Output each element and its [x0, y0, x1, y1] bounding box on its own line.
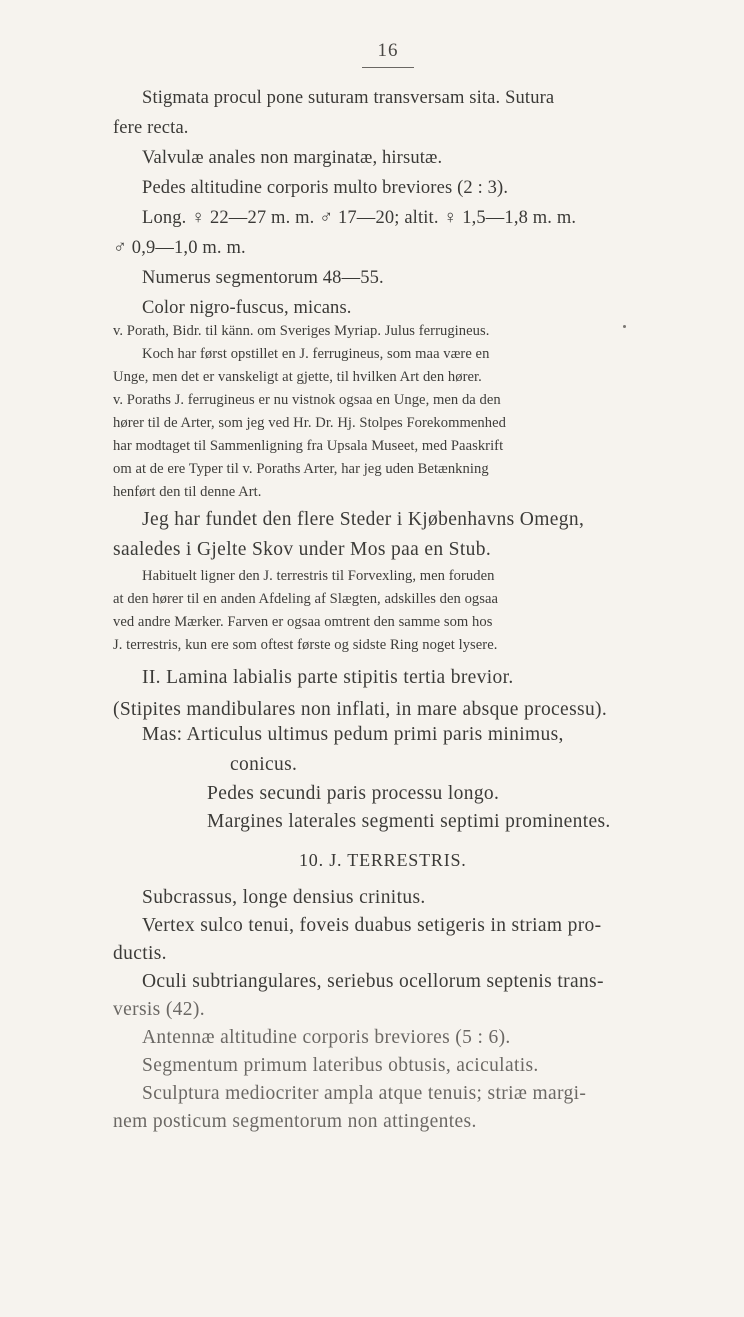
- text-line: ved andre Mærker. Farven er ogsaa omtrent den samme som hos: [113, 614, 493, 630]
- text-line: (Stipites mandibulares non inflati, in mare absque processu).: [113, 699, 608, 720]
- text-line: saaledes i Gjelte Skov under Mos paa en Stub.: [113, 539, 492, 560]
- text-line: Stigmata procul pone suturam transversam sita. Sutura: [142, 88, 555, 108]
- text-line: v. Porath, Bidr. til känn. om Sveriges Myriap. Julus ferrugineus.: [113, 323, 490, 339]
- text-line: hører til de Arter, som jeg ved Hr. Dr. Hj. Stolpes Forekommenhed: [113, 415, 506, 431]
- text-line: J. terrestris, kun ere som oftest første og sidste Ring noget lysere.: [113, 637, 498, 653]
- text-line: Valvulæ anales non marginatæ, hirsutæ.: [142, 148, 443, 168]
- text-line: har modtaget til Sammenligning fra Upsala Museet, med Paaskrift: [113, 438, 504, 454]
- text-line: om at de ere Typer til v. Poraths Arter, har jeg uden Betænkning: [113, 461, 489, 477]
- text-line: Margines laterales segmenti septimi prominentes.: [207, 811, 611, 832]
- text-line: versis (42).: [113, 999, 205, 1020]
- text-line: v. Poraths J. ferrugineus er nu vistnok ogsaa en Unge, men da den: [113, 392, 501, 408]
- text-line: Antennæ altitudine corporis breviores (5 : 6).: [142, 1027, 511, 1048]
- text-line: Sculptura mediocriter ampla atque tenuis; striæ margi-: [142, 1083, 587, 1104]
- text-line: Jeg har fundet den flere Steder i Kjøbenhavns Omegn,: [142, 509, 585, 530]
- text-line: Pedes secundi paris processu longo.: [207, 783, 500, 804]
- text-line: Numerus segmentorum 48—55.: [142, 268, 384, 288]
- text-line: at den hører til en anden Afdeling af Slægten, adskilles den ogsaa: [113, 591, 499, 607]
- text-line: Segmentum primum lateribus obtusis, aciculatis.: [142, 1055, 539, 1076]
- text-line: Vertex sulco tenui, foveis duabus setigeris in striam pro-: [142, 915, 602, 936]
- text-line: henført den til denne Art.: [113, 484, 262, 500]
- text-line: Color nigro-fuscus, micans.: [142, 298, 352, 318]
- text-line: Subcrassus, longe densius crinitus.: [142, 887, 426, 908]
- text-line: fere recta.: [113, 118, 189, 138]
- page-number: 16: [377, 40, 399, 61]
- text-line: II. Lamina labialis parte stipitis tertia brevior.: [142, 667, 514, 688]
- text-line: Pedes altitudine corporis multo breviores (2 : 3).: [142, 178, 509, 198]
- text-line: Habituelt ligner den J. terrestris til Forvexling, men foruden: [142, 568, 495, 584]
- text-line: nem posticum segmentorum non attingentes.: [113, 1111, 477, 1132]
- ink-speck: [623, 325, 626, 328]
- text-line: Oculi subtriangulares, seriebus ocellorum septenis trans-: [142, 971, 604, 992]
- text-line: Mas: Articulus ultimus pedum primi paris minimus,: [142, 724, 564, 745]
- text-line: conicus.: [230, 754, 298, 775]
- text-line: ductis.: [113, 943, 167, 964]
- page-number-rule: [362, 67, 414, 68]
- text-line: Koch har først opstillet en J. ferrugineus, som maa være en: [142, 346, 490, 362]
- section-heading: 10. J. TERRESTRIS.: [299, 850, 467, 870]
- text-line: ♂ 0,9—1,0 m. m.: [113, 238, 246, 258]
- text-line: Long. ♀ 22—27 m. m. ♂ 17—20; altit. ♀ 1,5—1,8 m. m.: [142, 208, 577, 228]
- text-line: Unge, men det er vanskeligt at gjette, til hvilken Art den hører.: [113, 369, 482, 385]
